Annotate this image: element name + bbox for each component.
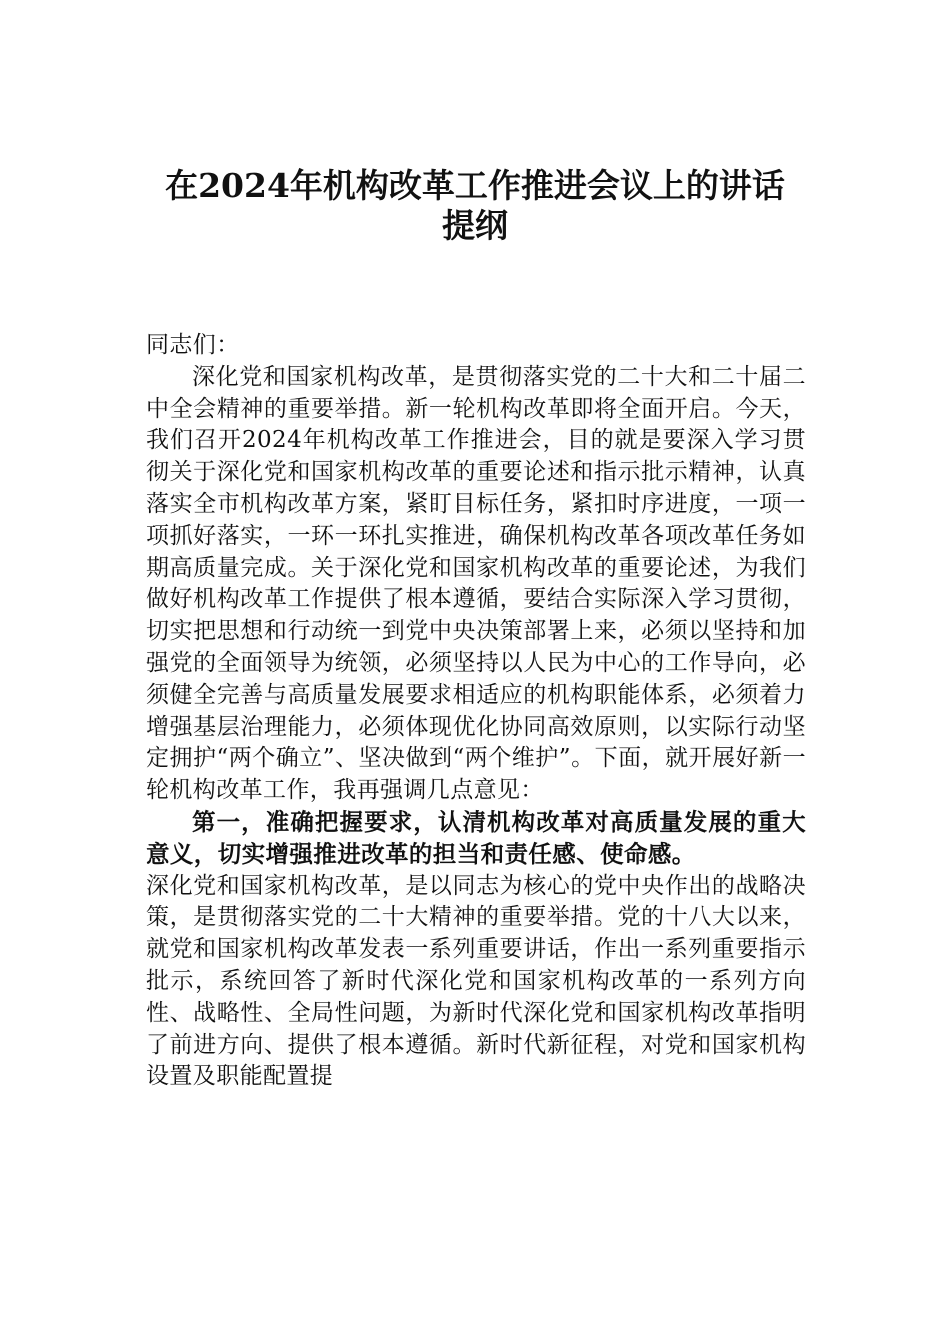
document-body	[146, 330, 806, 1093]
paragraph-first-section: 深化党和国家机构改革，是以同志为核心的党中央作出的战略决策，是贯彻落实党的二十大精神的重要举措。党的十八大以来，就党和国家机构改革发表一系列重要讲话，作出一系列重要指示批示，系统回答了新时代深化党和国家机构改革的一系列方向性、战略性、全局性问题，为新时代深化党和国家机构改革指明了前进方向、提供了根本遵循。新时代新征程，对党和国家机构设置及职能配置提	[146, 872, 806, 1090]
section-heading-first: 第一，准确把握要求，认清机构改革对高质量发展的重大意义，切实增强推进改革的担当和责任感、使命感。	[146, 807, 806, 868]
document-title: 在2024年机构改革工作推进会议上的讲话	[165, 166, 785, 205]
salutation: 同志们：	[146, 332, 240, 358]
document-title-continued: 提纲	[442, 206, 508, 245]
paragraph-intro: 深化党和国家机构改革，是贯彻落实党的二十大和二十届二中全会精神的重要举措。新一轮机构改革即将全面开启。今天，我们召开2024年机构改革工作推进会，目的就是要深入学习贯彻关于深化党和国家机构改革的重要论述和指示批示精神，认真落实全市机构改革方案，紧盯目标任务，紧扣时序进度，一项一项抓好落实，一环一环扎实推进，确保机构改革各项改革任务如期高质量完成。关于深化党和国家机构改革的重要论述，为我们做好机构改革工作提供了根本遵循，要结合实际深入学习贯彻，切实把思想和行动统一到党中央决策部署上来，必须以坚持和加强党的全面领导为统领，必须坚持以人民为中心的工作导向，必须健全完善与高质量发展要求相适应的机构职能体系，必须着力增强基层治理能力，必须体现优化协同高效原则，以实际行动坚定拥护“两个确立”、坚决做到“两个维护”。下面，就开展好新一轮机构改革工作，我再强调几点意见：	[146, 363, 806, 804]
